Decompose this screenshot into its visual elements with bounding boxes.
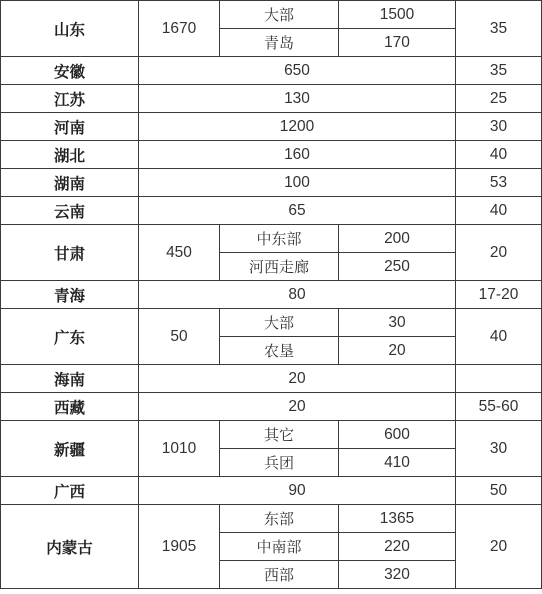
percent-cell: 25	[456, 85, 542, 113]
province-name-cell: 内蒙古	[1, 505, 139, 589]
table-row	[1, 57, 542, 85]
table-row	[1, 477, 542, 505]
province-total-cell: 1670	[139, 1, 220, 57]
sub-region-label-cell: 兵团	[220, 449, 339, 477]
sub-region-value-cell: 410	[339, 449, 456, 477]
percent-cell: 50	[456, 477, 542, 505]
percent-cell: 55-60	[456, 393, 542, 421]
percent-cell: 35	[456, 1, 542, 57]
province-total-cell: 20	[139, 393, 456, 421]
sub-region-label-cell: 西部	[220, 561, 339, 589]
province-total-cell: 1200	[139, 113, 456, 141]
province-name-cell: 江苏	[1, 85, 139, 113]
table-row	[1, 225, 542, 253]
percent-cell: 30	[456, 421, 542, 477]
province-total-cell: 160	[139, 141, 456, 169]
percent-cell: 53	[456, 169, 542, 197]
province-name-cell: 新疆	[1, 421, 139, 477]
percent-cell: 20	[456, 505, 542, 589]
province-name-cell: 湖北	[1, 141, 139, 169]
sub-region-value-cell: 1365	[339, 505, 456, 533]
province-total-cell: 65	[139, 197, 456, 225]
sub-region-value-cell: 20	[339, 337, 456, 365]
sub-region-value-cell: 320	[339, 561, 456, 589]
sub-region-value-cell: 250	[339, 253, 456, 281]
sub-region-label-cell: 青岛	[220, 29, 339, 57]
sub-region-label-cell: 中东部	[220, 225, 339, 253]
table-row	[1, 505, 542, 533]
sub-region-value-cell: 1500	[339, 1, 456, 29]
table-row	[1, 393, 542, 421]
province-name-cell: 河南	[1, 113, 139, 141]
province-name-cell: 青海	[1, 281, 139, 309]
province-name-cell: 安徽	[1, 57, 139, 85]
table-row	[1, 309, 542, 337]
percent-cell: 40	[456, 309, 542, 365]
province-name-cell: 广东	[1, 309, 139, 365]
percent-cell: 30	[456, 113, 542, 141]
province-name-cell: 甘肃	[1, 225, 139, 281]
province-total-cell: 650	[139, 57, 456, 85]
sub-region-value-cell: 600	[339, 421, 456, 449]
percent-cell	[456, 365, 542, 393]
sub-region-label-cell: 农垦	[220, 337, 339, 365]
table-row	[1, 141, 542, 169]
percent-cell: 17-20	[456, 281, 542, 309]
province-total-cell: 20	[139, 365, 456, 393]
table-row	[1, 365, 542, 393]
table-row	[1, 113, 542, 141]
province-total-cell: 90	[139, 477, 456, 505]
province-name-cell: 云南	[1, 197, 139, 225]
province-name-cell: 山东	[1, 1, 139, 57]
sub-region-label-cell: 中南部	[220, 533, 339, 561]
table-row	[1, 1, 542, 29]
province-total-cell: 1010	[139, 421, 220, 477]
table-row	[1, 197, 542, 225]
province-name-cell: 广西	[1, 477, 139, 505]
province-total-cell: 80	[139, 281, 456, 309]
sub-region-label-cell: 大部	[220, 1, 339, 29]
percent-cell: 20	[456, 225, 542, 281]
province-total-cell: 450	[139, 225, 220, 281]
province-total-cell: 50	[139, 309, 220, 365]
sub-region-label-cell: 其它	[220, 421, 339, 449]
percent-cell: 40	[456, 197, 542, 225]
sub-region-value-cell: 200	[339, 225, 456, 253]
sub-region-value-cell: 30	[339, 309, 456, 337]
province-total-cell: 100	[139, 169, 456, 197]
sub-region-label-cell: 河西走廊	[220, 253, 339, 281]
table-row	[1, 85, 542, 113]
sub-region-label-cell: 大部	[220, 309, 339, 337]
percent-cell: 35	[456, 57, 542, 85]
table-row	[1, 421, 542, 449]
province-total-cell: 1905	[139, 505, 220, 589]
table-row	[1, 281, 542, 309]
sub-region-label-cell: 东部	[220, 505, 339, 533]
percent-cell: 40	[456, 141, 542, 169]
province-total-cell: 130	[139, 85, 456, 113]
province-name-cell: 湖南	[1, 169, 139, 197]
sub-region-value-cell: 170	[339, 29, 456, 57]
sub-region-value-cell: 220	[339, 533, 456, 561]
table-body	[1, 1, 542, 589]
province-name-cell: 海南	[1, 365, 139, 393]
province-name-cell: 西藏	[1, 393, 139, 421]
table-row	[1, 169, 542, 197]
